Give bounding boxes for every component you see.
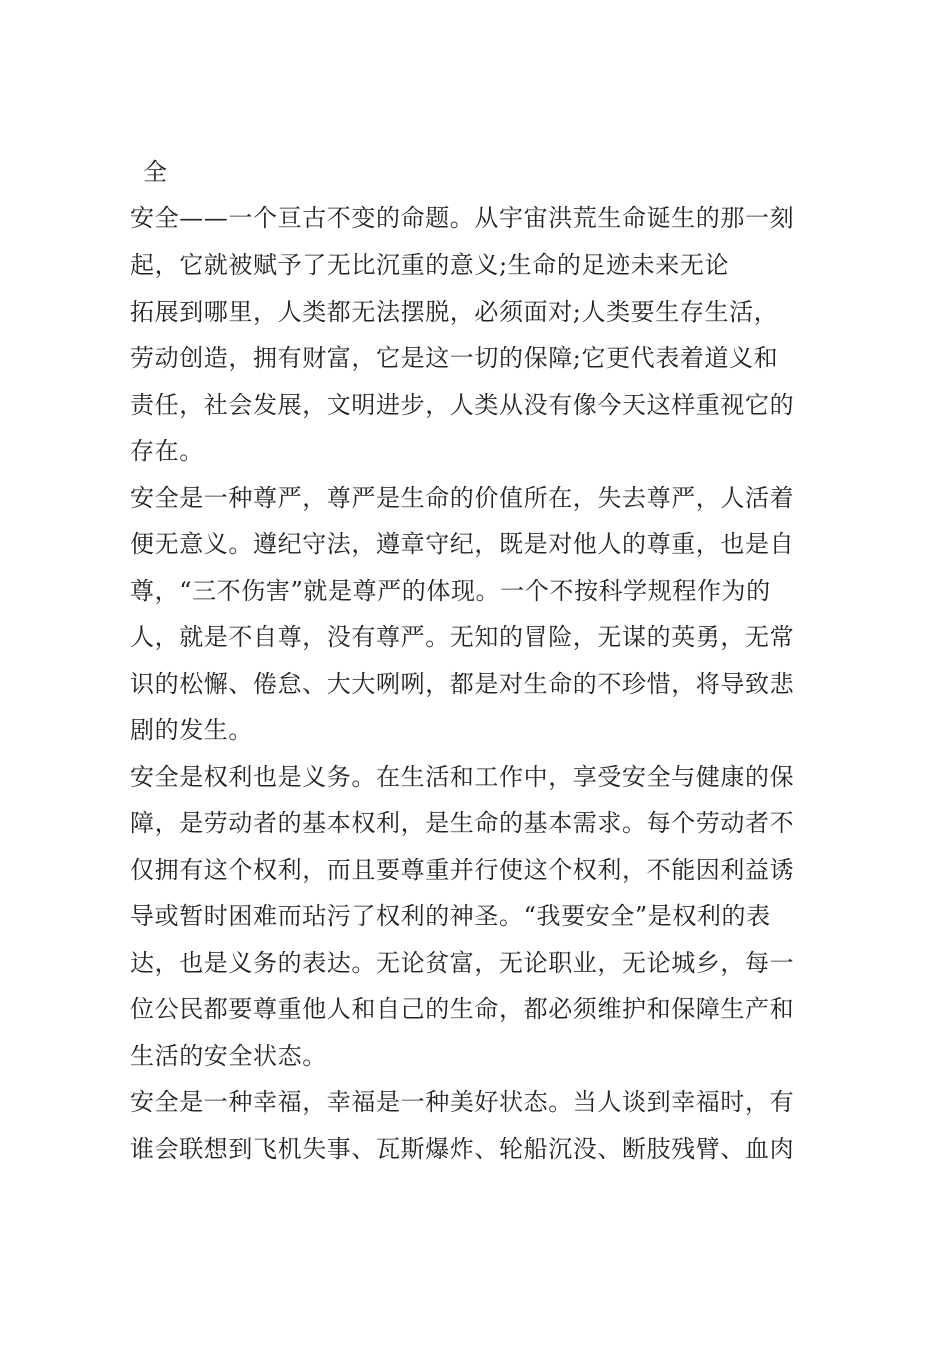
text-line: 识的松懈、倦怠、大大咧咧，都是对生命的不珍惜，将导致悲: [130, 670, 795, 698]
text-line: 起，它就被赋予了无比沉重的意义;生命的足迹未来无论: [130, 251, 730, 279]
document-heading: 全: [143, 158, 168, 186]
text-line: 谁会联想到飞机失事、瓦斯爆炸、轮船沉没、断肢残臂、血肉: [130, 1135, 795, 1163]
text-line: 导或暂时困难而玷污了权利的神圣。“我要安全”是权利的表: [130, 902, 771, 930]
text-line: 责任，社会发展，文明进步，人类从没有像今天这样重视它的: [130, 391, 795, 419]
text-line: 障，是劳动者的基本权利，是生命的基本需求。每个劳动者不: [130, 809, 795, 837]
text-line: 尊，“三不伤害”就是尊严的体现。一个不按科学规程作为的: [130, 577, 771, 605]
text-line: 达，也是义务的表达。无论贫富，无论职业，无论城乡，每一: [130, 949, 795, 977]
text-line: 位公民都要尊重他人和自己的生命，都必须维护和保障生产和: [130, 995, 795, 1023]
text-line: 安全——一个亘古不变的命题。从宇宙洪荒生命诞生的那一刻: [130, 204, 795, 232]
text-line: 安全是权利也是义务。在生活和工作中，享受安全与健康的保: [130, 763, 795, 791]
text-line: 安全是一种幸福，幸福是一种美好状态。当人谈到幸福时，有: [130, 1088, 795, 1116]
text-line: 人，就是不自尊，没有尊严。无知的冒险，无谋的英勇，无常: [130, 623, 795, 651]
text-line: 剧的发生。: [130, 716, 253, 744]
text-line: 拓展到哪里，人类都无法摆脱，必须面对;人类要生存生活，: [130, 298, 779, 326]
text-line: 劳动创造，拥有财富，它是这一切的保障;它更代表着道义和: [130, 344, 779, 372]
text-line: 生活的安全状态。: [130, 1042, 327, 1070]
text-line: 仅拥有这个权利，而且要尊重并行使这个权利，不能因利益诱: [130, 856, 795, 884]
text-line: 存在。: [130, 437, 204, 465]
text-line: 便无意义。遵纪守法，遵章守纪，既是对他人的尊重，也是自: [130, 530, 795, 558]
text-line: 安全是一种尊严，尊严是生命的价值所在，失去尊严，人活着: [130, 484, 795, 512]
